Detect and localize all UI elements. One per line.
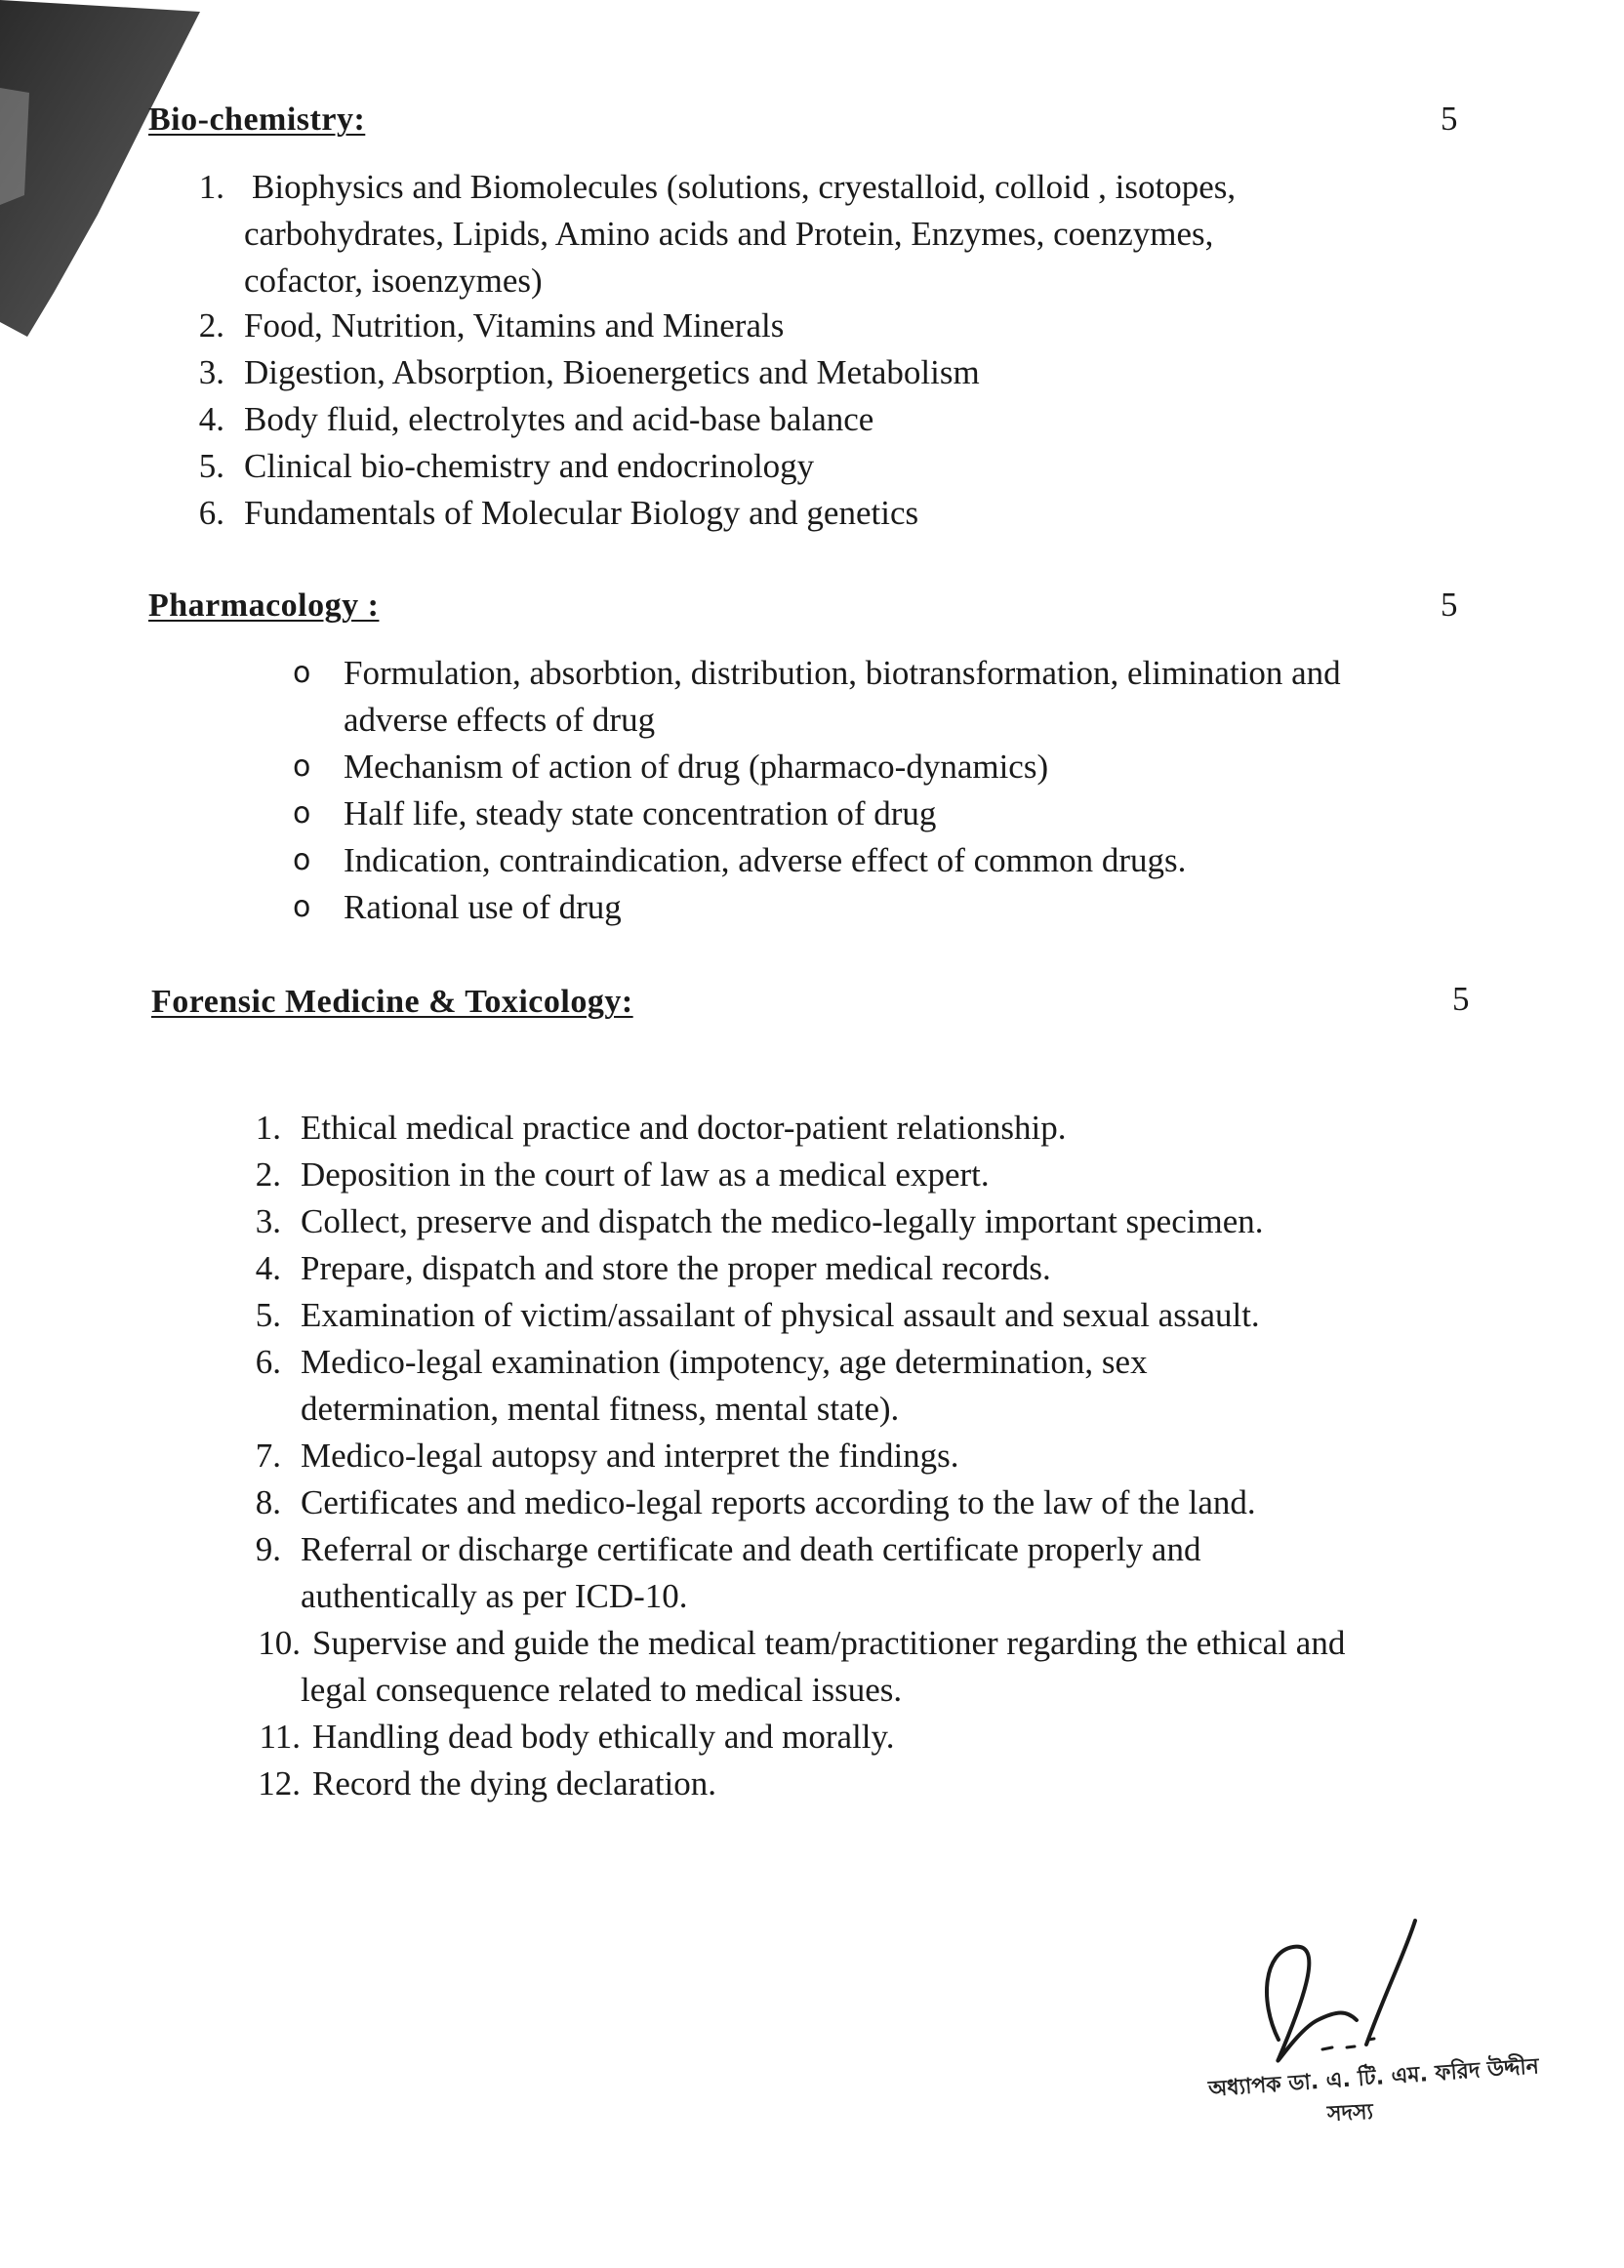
item-number: 11. — [259, 1718, 301, 1756]
bullet-icon: o — [293, 843, 311, 877]
item-number: 1. — [198, 168, 224, 206]
item-line: Fundamentals of Molecular Biology and genetics — [244, 494, 919, 532]
item-number: 3. — [255, 1202, 281, 1240]
item-number: 4. — [255, 1249, 281, 1287]
item-line: Prepare, dispatch and store the proper medical records. — [301, 1249, 1051, 1287]
item-line: Supervise and guide the medical team/practitioner regarding the ethical and — [312, 1624, 1346, 1662]
item-line: legal consequence related to medical issues. — [301, 1671, 903, 1709]
bullet-icon: o — [293, 890, 311, 924]
item-line: Medico-legal autopsy and interpret the findings. — [301, 1437, 959, 1475]
section-heading: Pharmacology : — [148, 587, 380, 624]
item-number: 6. — [255, 1343, 281, 1381]
item-line: Examination of victim/assailant of physical assault and sexual assault. — [301, 1296, 1260, 1334]
item-number: 2. — [198, 306, 224, 344]
item-line: Digestion, Absorption, Bioenergetics and Metabolism — [244, 353, 980, 391]
item-line: Collect, preserve and dispatch the medico-legally important specimen. — [301, 1202, 1264, 1240]
item-line: adverse effects of drug — [344, 701, 656, 739]
item-line: Biophysics and Biomolecules (solutions, cryestalloid, colloid , isotopes, — [252, 168, 1237, 206]
item-line: Certificates and medico-legal reports according to the law of the land. — [301, 1483, 1256, 1521]
item-number: 3. — [198, 353, 224, 391]
item-line: carbohydrates, Lipids, Amino acids and Protein, Enzymes, coenzymes, — [244, 215, 1214, 253]
item-line: Formulation, absorbtion, distribution, biotransformation, elimination and — [344, 654, 1341, 692]
item-number: 8. — [255, 1483, 281, 1521]
item-line: Food, Nutrition, Vitamins and Minerals — [244, 306, 785, 344]
bullet-icon: o — [293, 656, 311, 690]
item-number: 4. — [198, 400, 224, 438]
item-line: Half life, steady state concentration of drug — [344, 794, 937, 832]
item-line: Medico-legal examination (impotency, age determination, sex — [301, 1343, 1148, 1381]
item-line: Deposition in the court of law as a medical expert. — [301, 1155, 990, 1194]
item-number: 6. — [198, 494, 224, 532]
bullet-icon: o — [293, 749, 311, 784]
signature-scribble — [1239, 1913, 1493, 2079]
item-line: authentically as per ICD-10. — [301, 1577, 688, 1615]
scan-corner-shadow — [0, 0, 205, 351]
item-line: Ethical medical practice and doctor-patient relationship. — [301, 1109, 1067, 1147]
item-line: Referral or discharge certificate and death certificate properly and — [301, 1530, 1201, 1568]
item-number: 10. — [258, 1624, 301, 1662]
item-line: Clinical bio-chemistry and endocrinology — [244, 447, 815, 485]
item-number: 9. — [255, 1530, 281, 1568]
item-line: Rational use of drug — [344, 888, 622, 926]
item-number: 1. — [255, 1109, 281, 1147]
bullet-icon: o — [293, 796, 311, 830]
item-number: 2. — [255, 1155, 281, 1194]
item-line: determination, mental fitness, mental state). — [301, 1390, 900, 1428]
item-line: Indication, contraindication, adverse effect of common drugs. — [344, 841, 1187, 879]
item-line: Handling dead body ethically and morally. — [312, 1718, 895, 1756]
item-number: 7. — [255, 1437, 281, 1475]
item-line: Record the dying declaration. — [312, 1764, 717, 1802]
item-number: 5. — [255, 1296, 281, 1334]
item-number: 12. — [258, 1764, 301, 1802]
item-number: 5. — [198, 447, 224, 485]
signatory-name: অধ্যাপক ডা. এ. টি. এম. ফরিদ উদ্দীন — [1207, 2054, 1540, 2102]
section-heading: Bio-chemistry: — [148, 101, 366, 138]
section-marks: 5 — [1452, 980, 1470, 1018]
item-line: cofactor, isoenzymes) — [244, 262, 543, 300]
item-line: Body fluid, electrolytes and acid-base balance — [244, 400, 874, 438]
section-heading: Forensic Medicine & Toxicology: — [151, 984, 633, 1020]
section-marks: 5 — [1441, 100, 1458, 138]
signatory-title: সদস্য — [1326, 2099, 1374, 2127]
item-line: Mechanism of action of drug (pharmaco-dynamics) — [344, 748, 1049, 786]
section-marks: 5 — [1441, 586, 1458, 624]
